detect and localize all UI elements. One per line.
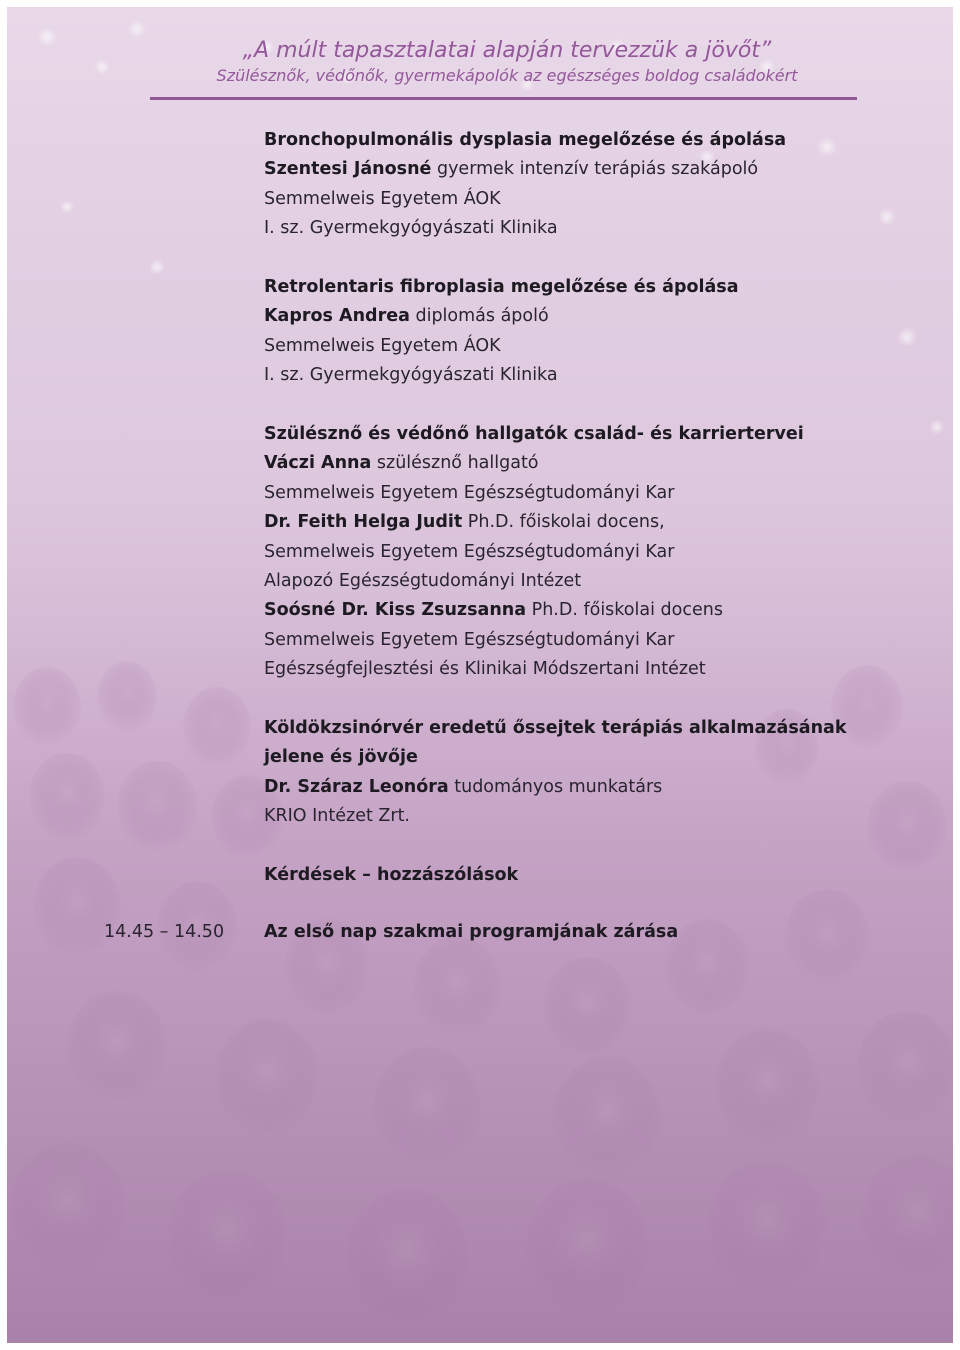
closing-time: 14.45 – 14.50 <box>104 922 225 942</box>
speaker-name: Dr. Száraz Leonóra <box>264 776 449 797</box>
spacer <box>264 685 904 714</box>
header-divider <box>150 97 857 100</box>
conference-motto: „A múlt tapasztalatai alapján tervezzük a jövőt” <box>242 38 772 63</box>
conference-subtitle: Szülésznők, védőnők, gyermekápolók az egészséges boldog családokért <box>216 66 798 85</box>
program-item <box>264 420 904 685</box>
spacer <box>264 391 904 420</box>
header <box>157 37 857 87</box>
program-item <box>264 273 904 391</box>
speaker-affiliation: KRIO Intézet Zrt. <box>264 806 410 827</box>
speaker-affiliation: Semmelweis Egyetem Egészségtudományi Kar <box>264 629 675 650</box>
speaker-affiliation: Semmelweis Egyetem ÁOK <box>264 188 501 209</box>
talk-title: Szülésznő és védőnő hallgatók család- és karriertervei <box>264 424 804 445</box>
speaker-affiliation: Alapozó Egészségtudományi Intézet <box>264 571 582 592</box>
talk-title: jelene és jövője <box>264 747 418 768</box>
speaker-line <box>264 596 904 625</box>
talk-title: Bronchopulmonális dysplasia megelőzése és ápolása <box>264 130 787 150</box>
speaker-affiliation: I. sz. Gyermekgyógyászati Klinika <box>264 365 558 386</box>
speaker-name: Dr. Feith Helga Judit <box>264 512 463 533</box>
speaker-name: Soósné Dr. Kiss Zsuzsanna <box>264 600 527 621</box>
speaker-line <box>264 508 904 537</box>
speaker-name: Szentesi Jánosné <box>264 159 432 180</box>
speaker-line <box>264 302 904 331</box>
speaker-role: Ph.D. főiskolai docens, <box>462 512 665 533</box>
program-list <box>264 126 904 891</box>
spacer <box>264 244 904 273</box>
speaker-affiliation: I. sz. Gyermekgyógyászati Klinika <box>264 218 558 239</box>
speaker-line <box>264 155 904 184</box>
discussion-item: Kérdések – hozzászólások <box>264 865 519 886</box>
closing-title: Az első nap szakmai programjának zárása <box>264 922 679 942</box>
program-item <box>264 126 904 244</box>
speaker-name: Váczi Anna <box>264 453 372 474</box>
speaker-role: szülésznő hallgató <box>371 453 539 474</box>
speaker-name: Kapros Andrea <box>264 306 410 327</box>
spacer <box>264 832 904 861</box>
speaker-role: tudományos munkatárs <box>448 776 663 797</box>
speaker-affiliation: Egészségfejlesztési és Klinikai Módszertani Intézet <box>264 659 706 680</box>
speaker-role: Ph.D. főiskolai docens <box>526 600 723 621</box>
program-item <box>264 714 904 832</box>
speaker-line <box>264 449 904 478</box>
speaker-role: diplomás ápoló <box>409 306 549 327</box>
speaker-affiliation: Semmelweis Egyetem Egészségtudományi Kar <box>264 541 675 562</box>
speaker-affiliation: Semmelweis Egyetem Egészségtudományi Kar <box>264 482 675 503</box>
speaker-affiliation: Semmelweis Egyetem ÁOK <box>264 335 501 356</box>
speaker-role: gyermek intenzív terápiás szakápoló <box>431 159 759 180</box>
talk-title: Köldökzsinórvér eredetű őssejtek terápiás alkalmazásának <box>264 718 847 739</box>
speaker-line <box>264 773 904 802</box>
talk-title: Retrolentaris fibroplasia megelőzése és ápolása <box>264 277 739 298</box>
